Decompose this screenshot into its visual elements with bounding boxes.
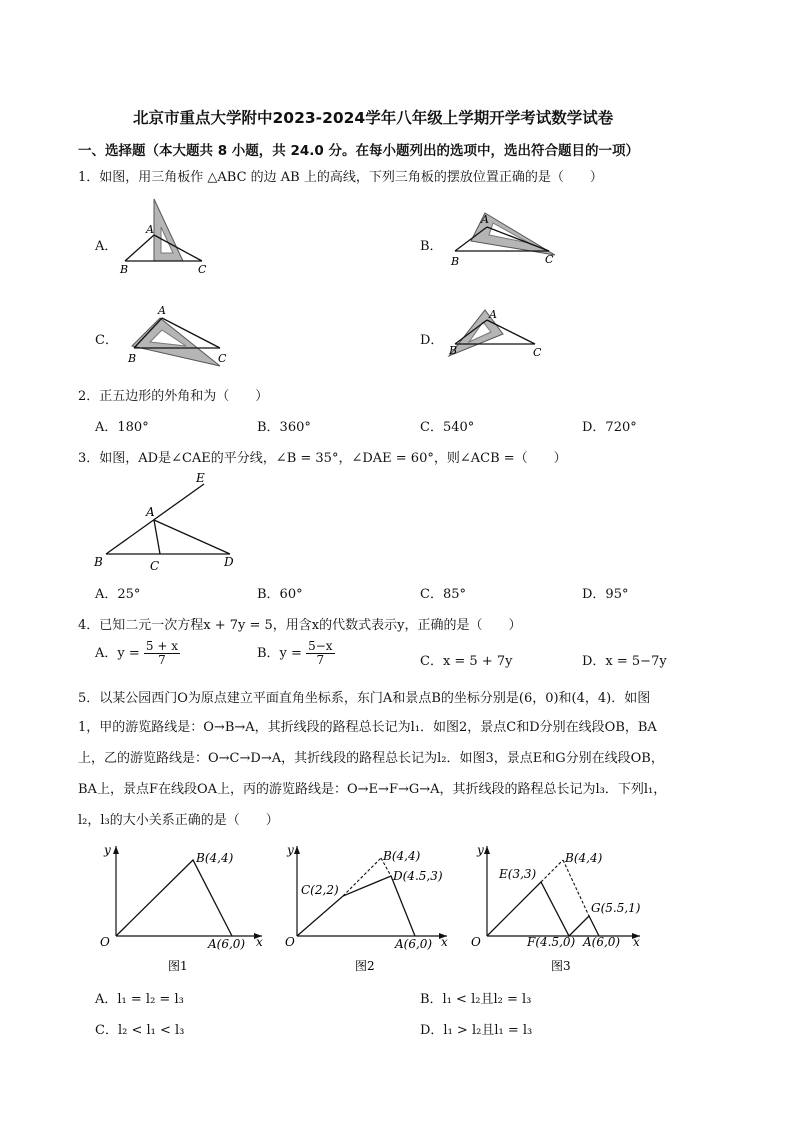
fig1-caption: 图1: [168, 959, 188, 973]
q1-option-b[interactable]: B．: [420, 239, 443, 254]
q1d-label-b: B: [449, 344, 458, 357]
question-5-line-1: 5．以某公园西门O为原点建立平面直角坐标系，东门A和景点B的坐标分别是(6，0)和(4，4)．如图: [78, 691, 651, 706]
q1d-label-c: C: [533, 346, 542, 359]
q1d-label-a: A: [489, 308, 497, 321]
fig1-point-a: A(6,0): [208, 937, 246, 951]
q3-figure: [92, 468, 242, 574]
q1-option-c[interactable]: C．: [95, 333, 118, 348]
q3-label-c: C: [150, 559, 160, 573]
fig2-point-d: D(4.5,3): [393, 869, 443, 883]
q4-option-b[interactable]: [257, 640, 335, 667]
q5-figure-3: [465, 838, 650, 978]
q1-figure-a: [115, 195, 215, 275]
fig3-y-label: y: [477, 843, 484, 857]
q4-a-numerator: 5 + x: [145, 639, 178, 653]
q2-option-b[interactable]: B．360°: [257, 420, 311, 435]
q1a-label-c: C: [198, 263, 207, 275]
q1b-label-a: A: [481, 213, 489, 226]
fig2-point-a: A(6,0): [395, 937, 433, 951]
page-title: 北京市重点大学附中2023-2024学年八年级上学期开学考试数学试卷: [133, 109, 614, 127]
q5-option-b[interactable]: B．l₁ < l₂且l₂ = l₃: [420, 992, 532, 1007]
q1c-label-a: A: [158, 304, 166, 317]
q5-option-c[interactable]: C．l₂ < l₁ < l₃: [95, 1023, 185, 1038]
fig2-point-b: B(4,4): [383, 849, 421, 863]
q2-option-c[interactable]: C．540°: [420, 420, 475, 435]
question-2-stem: 2．正五边形的外角和为（ ）: [78, 389, 269, 404]
q3-label-b: B: [94, 555, 103, 569]
question-5-line-3: 上，乙的游览路线是：O→C→D→A，其折线段的路程总长记为l₂．如图3，景点E和G分别在线段OB，: [78, 751, 664, 766]
fig2-y-label: y: [287, 843, 294, 857]
fig3-x-label: x: [633, 935, 640, 949]
q3-label-d: D: [224, 555, 234, 569]
q3-option-d[interactable]: D．95°: [582, 587, 629, 602]
section-heading: 一、选择题（本大题共 8 小题，共 24.0 分。在每小题列出的选项中，选出符合题目的一项）: [78, 143, 640, 159]
q4-a-fraction: [144, 640, 180, 667]
fig1-x-label: x: [256, 935, 263, 949]
fig3-point-f: F(4.5,0): [527, 935, 576, 949]
fig3-point-b: B(4,4): [565, 851, 603, 865]
q3-label-e: E: [196, 471, 205, 485]
q1-option-d[interactable]: D．: [420, 333, 444, 348]
q4-a-prefix: A．y =: [95, 646, 140, 661]
q4-b-denominator: 7: [316, 653, 325, 667]
q1-figure-c: [120, 300, 240, 370]
q1c-label-b: B: [128, 352, 137, 365]
q1a-label-b: B: [120, 263, 129, 275]
fig2-x-label: x: [441, 935, 448, 949]
question-1-stem: 1．如图，用三角板作 △ABC 的边 AB 上的高线，下列三角板的摆放位置正确的是（ ）: [78, 170, 603, 185]
q3-option-b[interactable]: B．60°: [257, 587, 303, 602]
q3-label-a: A: [146, 505, 155, 519]
q4-b-numerator: 5−x: [308, 639, 333, 653]
question-4-stem: 4．已知二元一次方程x + 7y = 5，用含x的代数式表示y，正确的是（ ）: [78, 618, 522, 633]
q1-figure-d: [445, 300, 565, 365]
question-5-line-5: l₂，l₃的大小关系正确的是（ ）: [78, 813, 279, 828]
question-5-line-4: BA上，景点F在线段OA上，丙的游览路线是：O→E→F→G→A，其折线段的路程总长记为l₃．下列l₁，: [78, 782, 667, 797]
question-5-line-2: 1，甲的游览路线是：O→B→A，其折线段的路程总长记为l₁．如图2，景点C和D分别在线段OB，BA: [78, 720, 657, 735]
fig2-point-c: C(2,2): [301, 883, 339, 897]
question-3-stem: 3．如图，AD是∠CAE的平分线，∠B = 35°，∠DAE = 60°，则∠ACB =（ ）: [78, 451, 567, 466]
q3-option-c[interactable]: C．85°: [420, 587, 466, 602]
q5-option-d[interactable]: D．l₁ > l₂且l₁ = l₃: [420, 1023, 533, 1038]
q5-figure-2: [275, 838, 455, 978]
q1-figure-b: [445, 205, 565, 270]
fig1-y-label: y: [104, 843, 111, 857]
fig3-point-e: E(3,3): [499, 867, 537, 881]
fig1-point-b: B(4,4): [196, 851, 234, 865]
fig3-caption: 图3: [551, 959, 571, 973]
q1a-label-a: A: [146, 223, 154, 236]
fig3-point-g: G(5.5,1): [591, 901, 641, 915]
q4-option-d[interactable]: D．x = 5−7y: [582, 654, 667, 669]
q5-figure-1: [90, 838, 275, 978]
fig1-origin: O: [100, 935, 110, 949]
q1c-label-c: C: [218, 352, 227, 365]
q4-option-c[interactable]: C．x = 5 + 7y: [420, 654, 513, 669]
fig2-caption: 图2: [355, 959, 375, 973]
q4-option-a[interactable]: [95, 640, 180, 667]
q4-b-prefix: B．y =: [257, 646, 302, 661]
q2-option-a[interactable]: A．180°: [95, 420, 149, 435]
q3-option-a[interactable]: A．25°: [95, 587, 141, 602]
q1b-label-c: C: [545, 253, 554, 266]
q1-option-a[interactable]: A．: [95, 239, 118, 254]
q2-option-d[interactable]: D．720°: [582, 420, 637, 435]
q4-b-fraction: [306, 640, 334, 667]
fig3-point-a: A(6,0): [583, 935, 621, 949]
q1b-label-b: B: [451, 255, 460, 268]
fig2-origin: O: [285, 935, 295, 949]
q5-option-a[interactable]: A．l₁ = l₂ = l₃: [95, 992, 184, 1007]
fig3-origin: O: [471, 935, 481, 949]
q4-a-denominator: 7: [158, 653, 166, 667]
